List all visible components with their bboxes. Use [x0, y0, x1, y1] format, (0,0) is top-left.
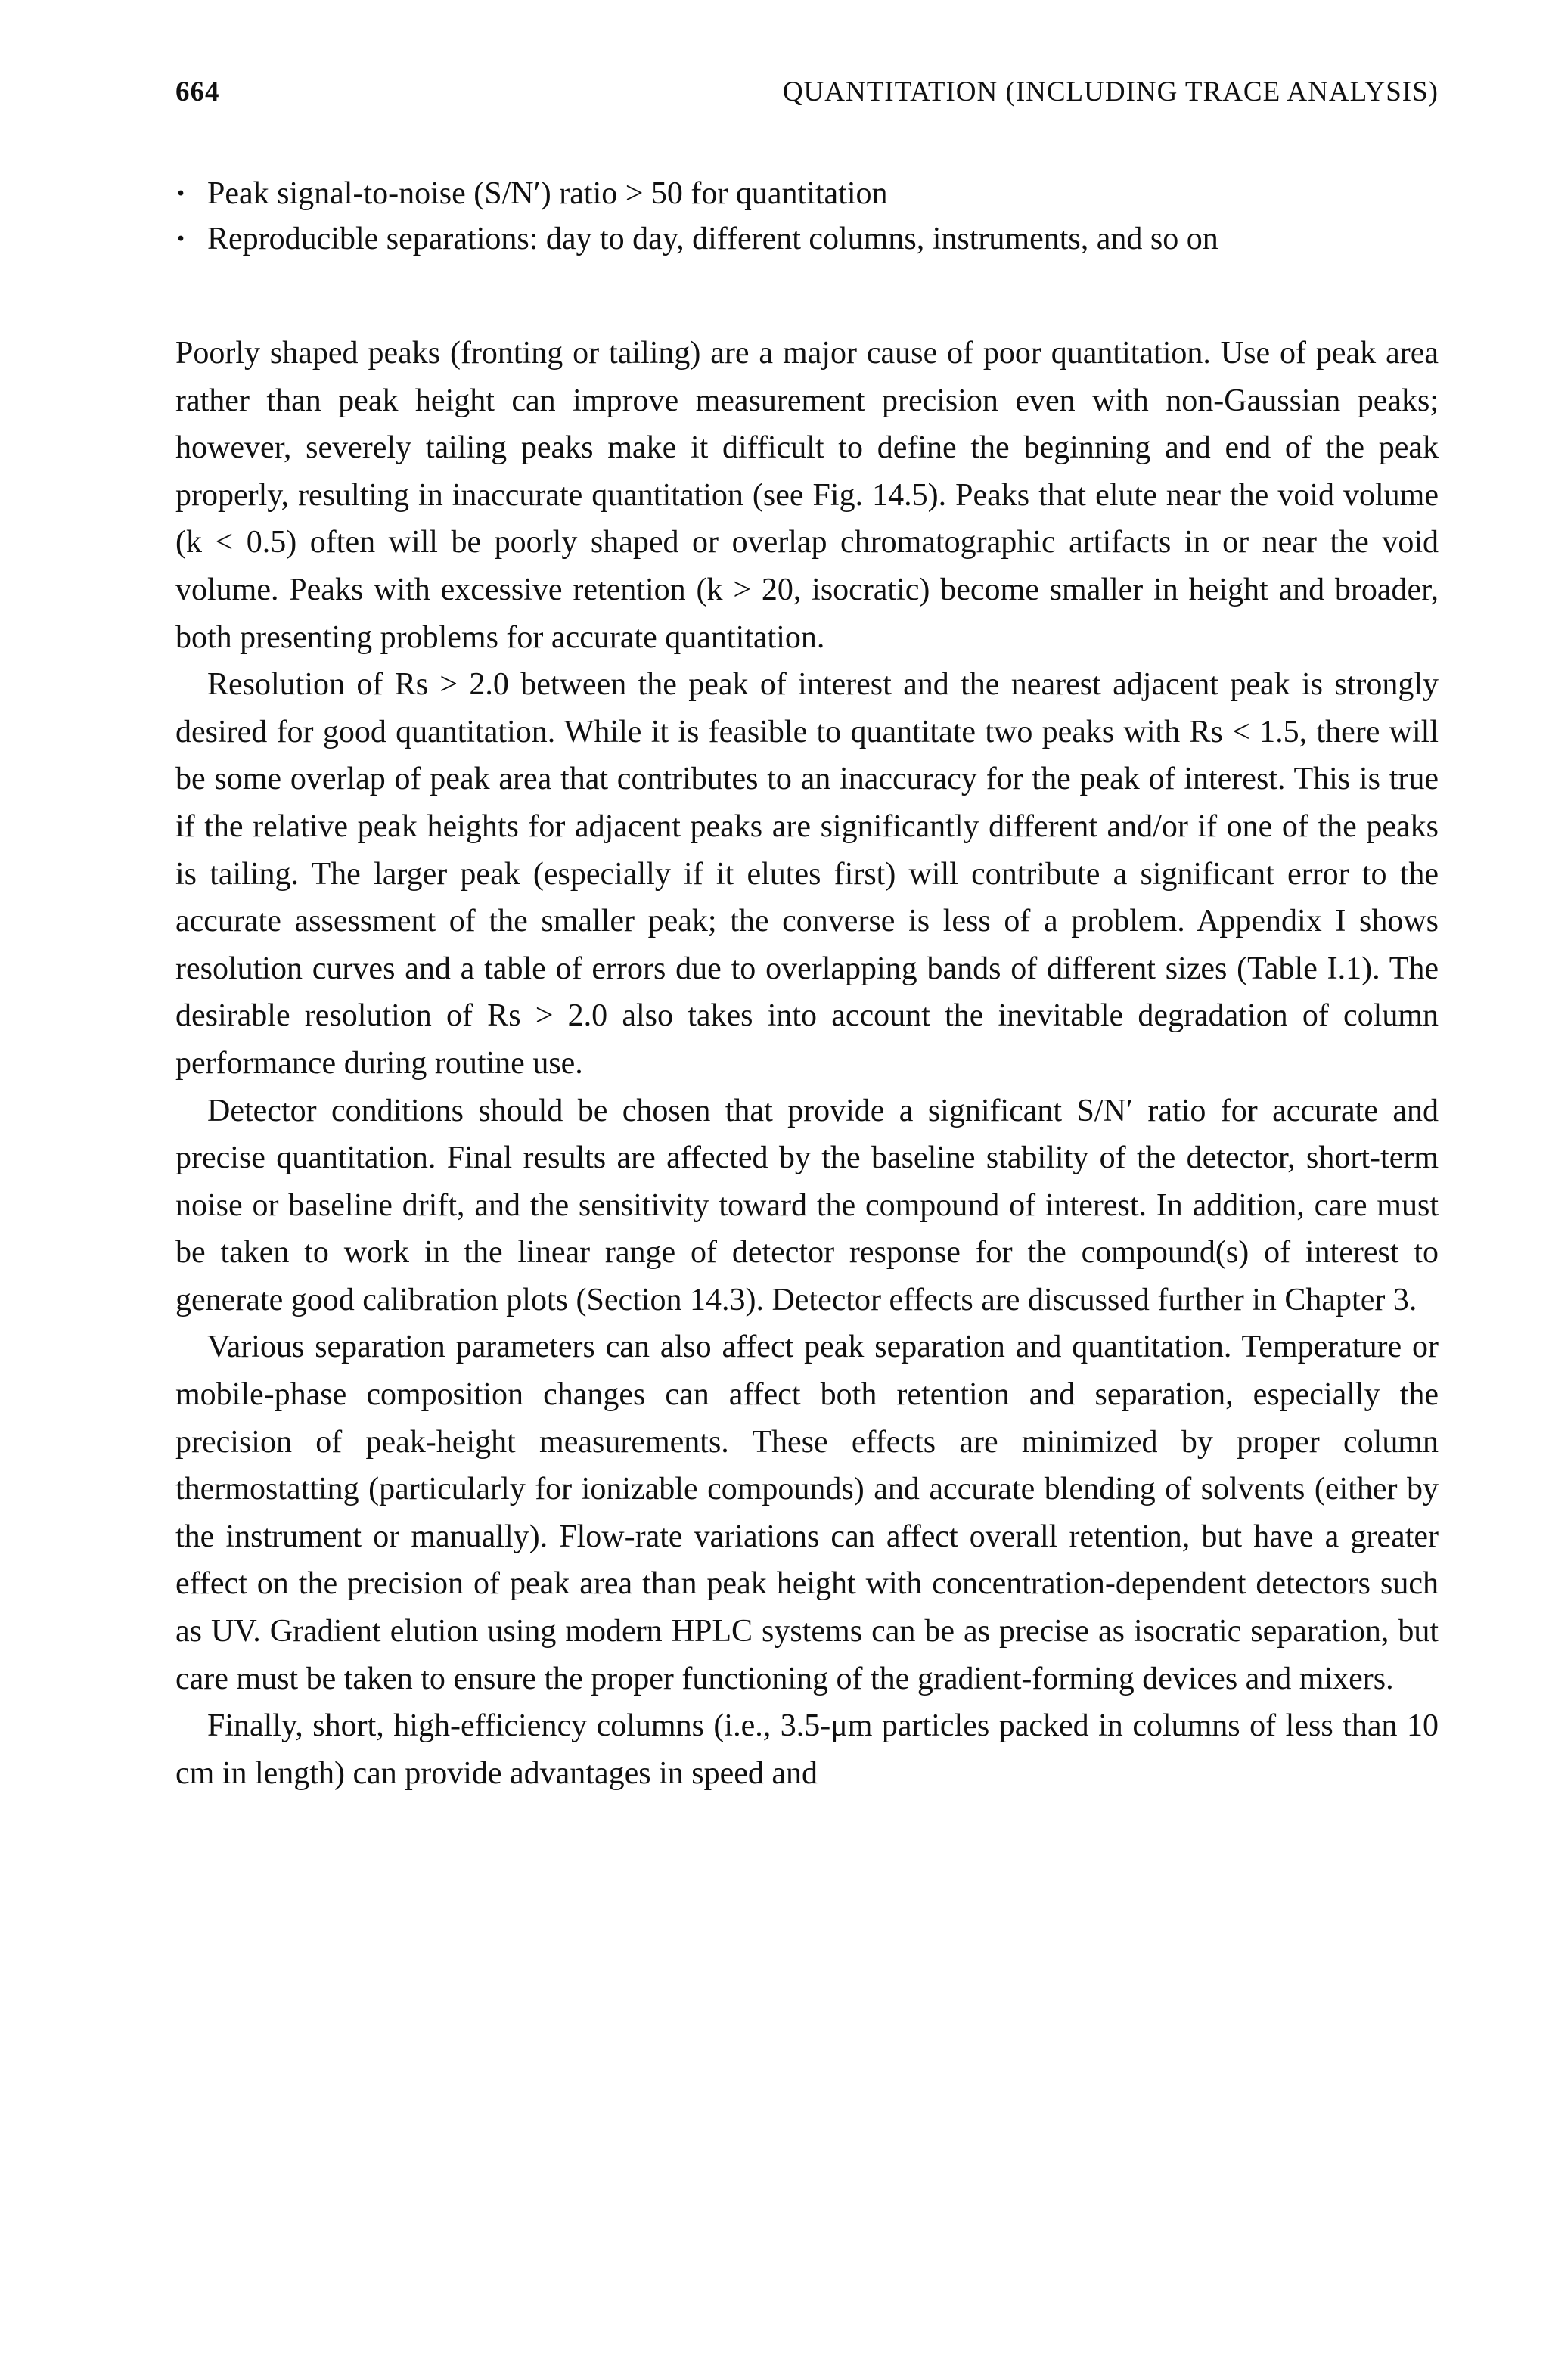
- paragraph-separation-parameters: Various separation parameters can also affect peak separation and quantitation. Temperature or mobile-phase composition changes can affect both retention and separation, especially the precision of peak-height measurements. These effects are minimized by proper column thermostatting (particularly for ionizable compounds) and accurate blending of solvents (either by the instrument or manually). Flow-rate variations can affect overall retention, but have a greater effect on the precision of peak area than peak height with concentration-dependent detectors such as UV. Gradient elution using modern HPLC systems can be as precise as isocratic separation, but care must be taken to ensure the proper functioning of the gradient-forming devices and mixers.: [175, 1330, 1439, 1696]
- page-number: 664: [175, 76, 220, 107]
- bullet-item: · Reproducible separations: day to day, different columns, instruments, and so on: [175, 216, 1439, 262]
- paragraph-resolution: Resolution of Rs > 2.0 between the peak of interest and the nearest adjacent peak is strongly desired for good quantitation. While it is feasible to quantitate two peaks with Rs < 1.5, there will be some overlap of peak area that contributes to an inaccuracy for the peak of interest. This is true if the relative peak heights for adjacent peaks are significantly different and/or if one of the peaks is tailing. The larger peak (especially if it elutes first) will contribute a significant error to the accurate assessment of the smaller peak; the converse is less of a problem. Appendix I shows resolution curves and a table of errors due to overlapping bands of different sizes (Table I.1). The desirable resolution of Rs > 2.0 also takes into account the inevitable degradation of column performance during routine use.: [175, 667, 1439, 1081]
- body-text: [175, 330, 1439, 1797]
- book-page: [175, 76, 1439, 1797]
- paragraph-detector: Detector conditions should be chosen that provide a significant S/N′ ratio for accurate and precise quantitation. Final results are affected by the baseline stability of the detector, short-term noise or baseline drift, and the sensitivity toward the compound of interest. In addition, care must be taken to work in the linear range of detector response for the compound(s) of interest to generate good calibration plots (Section 14.3). Detector effects are discussed further in Chapter 3.: [175, 1093, 1439, 1317]
- running-title: QUANTITATION (INCLUDING TRACE ANALYSIS): [782, 76, 1439, 107]
- bullet-item: · Peak signal-to-noise (S/N′) ratio > 50 for quantitation: [175, 171, 1439, 216]
- bullet-list: [175, 171, 1439, 262]
- running-header: [175, 76, 1439, 121]
- paragraph-columns: Finally, short, high-efficiency columns (i.e., 3.5-μm particles packed in columns of less than 10 cm in length) can provide advantages in speed and: [175, 1708, 1439, 1791]
- paragraph-peak-shape: Poorly shaped peaks (fronting or tailing) are a major cause of poor quantitation. Use of peak area rather than peak height can improve measurement precision even with non-Gaussian peaks; however, severely tailing peaks make it difficult to define the beginning and end of the peak properly, resulting in inaccurate quantitation (see Fig. 14.5). Peaks that elute near the void volume (k < 0.5) often will be poorly shaped or overlap chromatographic artifacts in or near the void volume. Peaks with excessive retention (k > 20, isocratic) become smaller in height and broader, both presenting problems for accurate quantitation.: [175, 336, 1439, 655]
